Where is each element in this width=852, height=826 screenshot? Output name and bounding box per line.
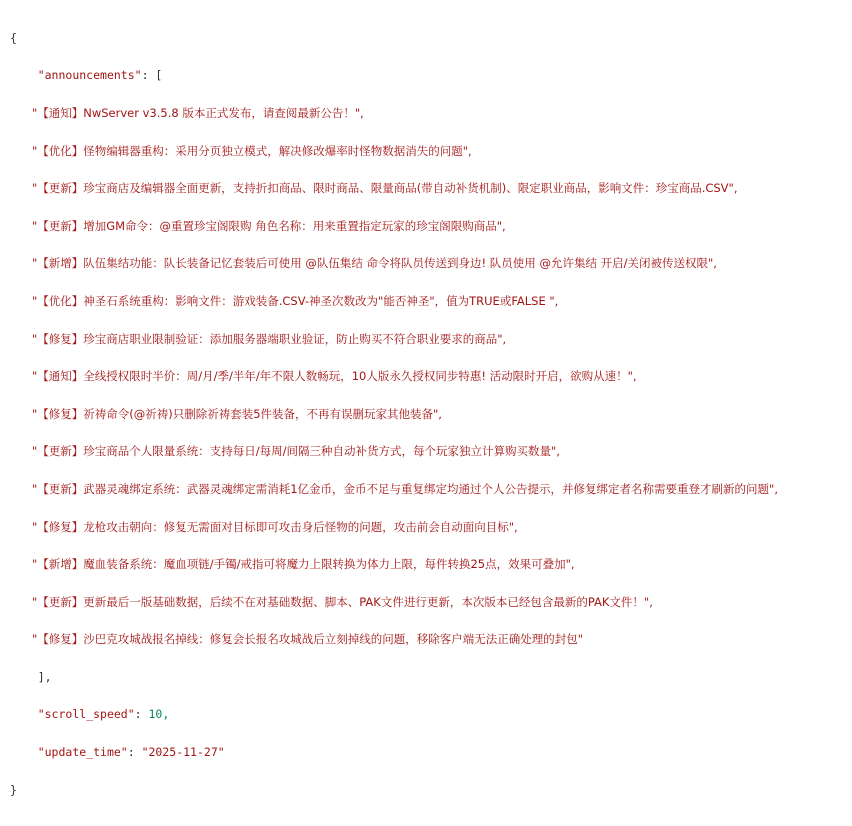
- announcement-text: "【修复】沙巴克攻城战报名掉线：修复会长报名攻城战后立刻掉线的问题，移除客户端无法正确处理的封包": [31, 632, 584, 647]
- announcements-array-close: ],: [37, 669, 52, 684]
- list-item: [10, 367, 844, 386]
- update-time-value: "2025-11-27": [141, 745, 225, 760]
- scroll-speed-value: 10,: [148, 707, 170, 722]
- announcement-text: "【更新】更新最后一版基础数据，后续不在对基础数据、脚本、PAK文件进行更新，本次版本已经包含最新的PAK文件！",: [31, 594, 653, 609]
- announcement-text: "【优化】神圣石系统重构：影响文件：游戏装备.CSV-神圣次数改为"能否神圣"，值为TRUE或FALSE ",: [31, 293, 559, 308]
- announcement-text: "【修复】龙枪攻击朝向：修复无需面对目标即可攻击身后怪物的问题，攻击前会自动面向目标",: [31, 519, 518, 534]
- json-open-brace: [10, 29, 844, 48]
- close-brace: }: [10, 782, 17, 797]
- announcement-text: "【通知】NwServer v3.5.8 版本正式发布，请查阅最新公告！",: [31, 105, 364, 120]
- announcement-text: "【修复】祈祷命令(@祈祷)只删除祈祷套装5件装备，不再有误删玩家其他装备",: [31, 406, 442, 421]
- list-item: [10, 593, 844, 612]
- list-item: [10, 292, 844, 311]
- scroll-speed-line: "scroll_speed": 10,: [37, 707, 170, 722]
- json-close-brace: [10, 781, 844, 800]
- list-item: [10, 179, 844, 198]
- scroll-speed-key: "scroll_speed": [37, 707, 135, 722]
- list-item: [10, 142, 844, 161]
- announcement-text: "【更新】珍宝商品个人限量系统：支持每日/每周/间隔三种自动补货方式，每个玩家独立计算购买数量",: [31, 444, 560, 459]
- list-item: [10, 442, 844, 461]
- announcements-key: "announcements": [37, 68, 142, 83]
- list-item: [10, 480, 844, 499]
- announcements-key-line: "announcements": [: [37, 68, 163, 83]
- announcements-array-close-line: [10, 668, 844, 687]
- update-time-key: "update_time": [37, 745, 128, 760]
- list-item: [10, 555, 844, 574]
- list-item: [10, 330, 844, 349]
- announcement-text: "【更新】增加GM命令：@重置珍宝阁限购 角色名称：用来重置指定玩家的珍宝阁限购商品",: [31, 218, 506, 233]
- list-item: [10, 405, 844, 424]
- announcement-text: "【更新】珍宝商店及编辑器全面更新，支持折扣商品、限时商品、限量商品(带自动补货机制)、限定职业商品，影响文件：珍宝商品.CSV",: [31, 181, 738, 196]
- list-item: [10, 630, 844, 649]
- list-item: [10, 104, 844, 123]
- announcement-text: "【新增】魔血装备系统：魔血项链/手镯/戒指可将魔力上限转换为体力上限，每件转换25点，效果可叠加",: [31, 557, 575, 572]
- announcement-text: "【优化】怪物编辑器重构：采用分页独立模式，解决修改爆率时怪物数据消失的问题",: [31, 143, 472, 158]
- list-item: [10, 217, 844, 236]
- open-brace: {: [10, 30, 17, 45]
- list-item: [10, 254, 844, 273]
- announcement-text: "【更新】武器灵魂绑定系统：武器灵魂绑定需消耗1亿金币，金币不足与重复绑定均通过个人公告提示，并修复绑定者名称需要重登才刷新的问题",: [31, 481, 778, 496]
- list-item: [10, 518, 844, 537]
- announcement-text: "【通知】全线授权限时半价：周/月/季/半年/年不限人数畅玩，10人版永久授权同步特惠! 活动限时开启，欲购从速！",: [31, 369, 637, 384]
- announcement-text: "【修复】珍宝商店职业限制验证：添加服务器端职业验证，防止购买不符合职业要求的商品",: [31, 331, 507, 346]
- announcements-array-open: [: [155, 68, 163, 83]
- update-time-line: "update_time": "2025-11-27": [37, 745, 225, 760]
- announcement-text: "【新增】队伍集结功能：队长装备记忆套装后可使用 @队伍集结 命令将队员传送到身边! 队员使用 @允许集结 开启/关闭被传送权限",: [31, 256, 717, 271]
